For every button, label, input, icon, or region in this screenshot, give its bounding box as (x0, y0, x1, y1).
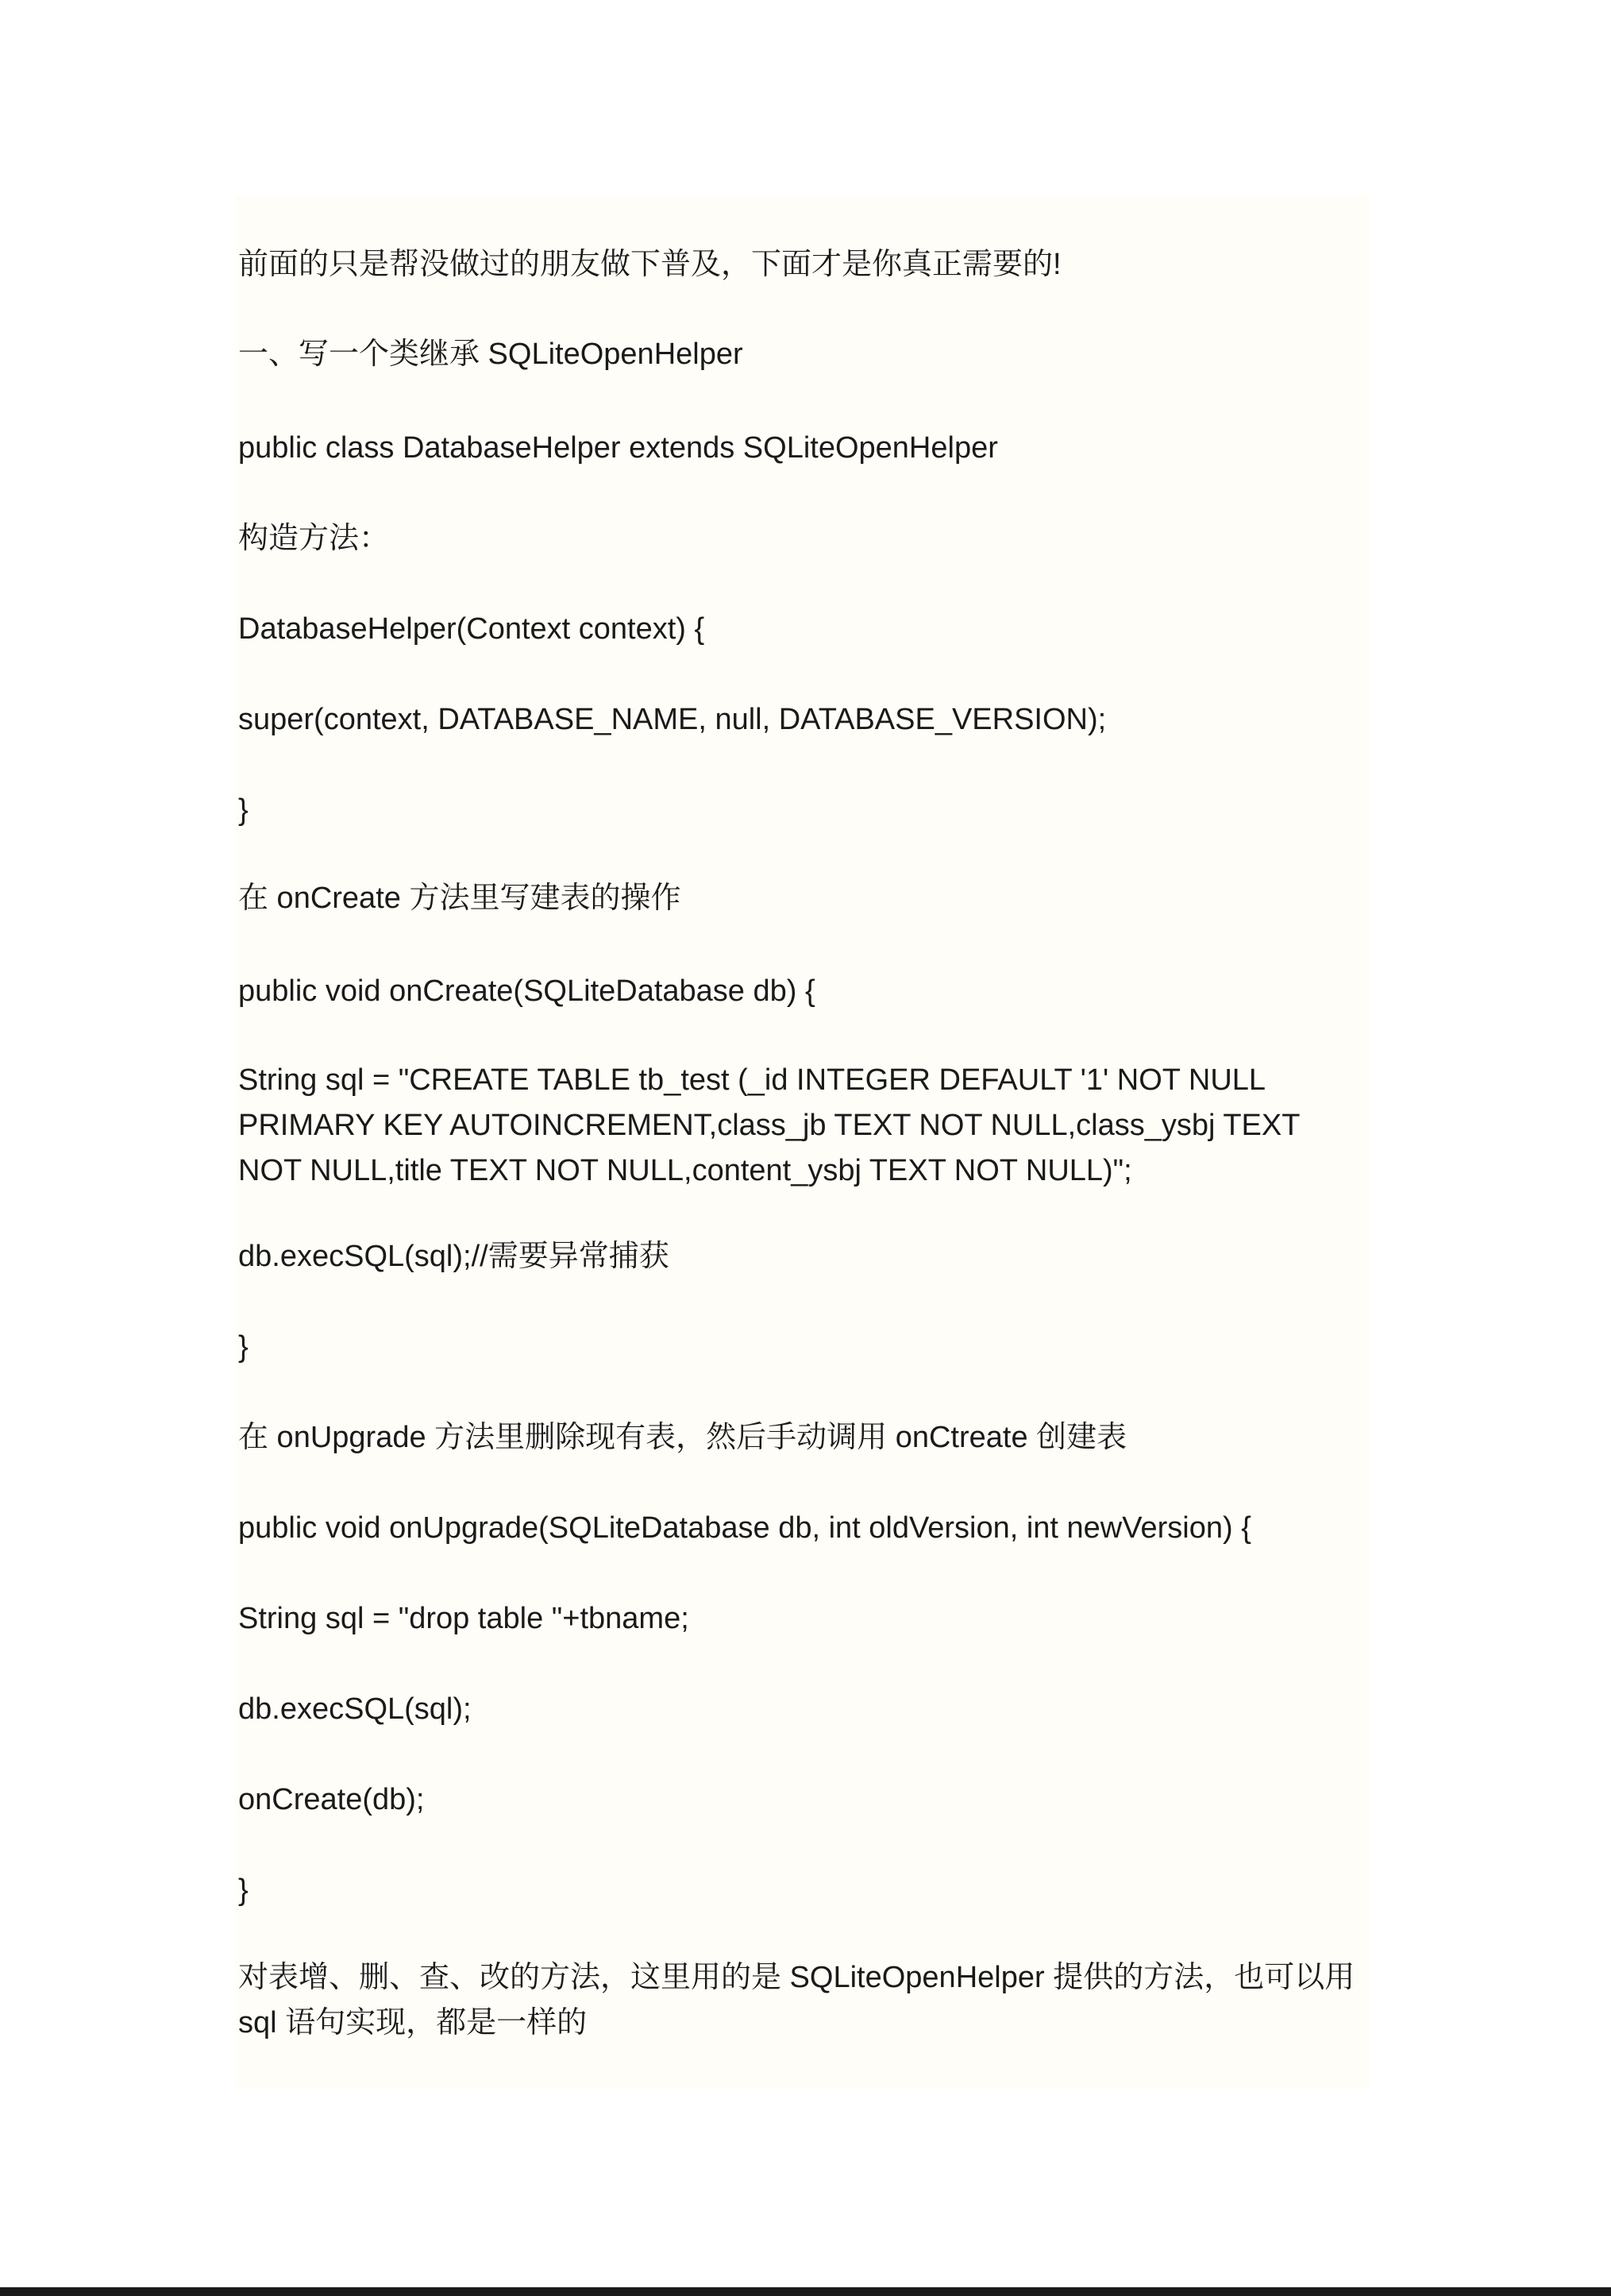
code-line: db.execSQL(sql);//需要异常捕获 (238, 1240, 669, 1273)
section-label: 构造方法： (238, 522, 390, 555)
bottom-rule (0, 2287, 1611, 2296)
code-line: onCreate(db); (238, 1783, 425, 1816)
step-heading: 一、写一个类继承 SQLiteOpenHelper (238, 338, 743, 371)
code-line: public void onUpgrade(SQLiteDatabase db, int oldVersion, int newVersion) { (238, 1511, 1251, 1545)
code-line: } (238, 1330, 249, 1364)
paragraph-text: 对表增、删、查、改的方法，这里用的是 SQLiteOpenHelper 提供的方法，也可以用 sql 语句实现，都是一样的 (238, 1961, 1355, 2039)
section-label: 在 onCreate 方法里写建表的操作 (238, 882, 681, 915)
intro-text: 前面的只是帮没做过的朋友做下普及，下面才是你真正需要的! (238, 248, 1062, 281)
code-line: public void onCreate(SQLiteDatabase db) { (238, 974, 815, 1008)
code-line: public class DatabaseHelper extends SQLiteOpenHelper (238, 431, 998, 465)
code-line: } (238, 793, 249, 827)
code-line: String sql = "drop table "+tbname; (238, 1602, 689, 1635)
code-line: super(context, DATABASE_NAME, null, DATABASE_VERSION); (238, 703, 1107, 736)
code-line: DatabaseHelper(Context context) { (238, 612, 705, 646)
section-label: 在 onUpgrade 方法里删除现有表，然后手动调用 onCtreate 创建表 (238, 1421, 1127, 1454)
code-line: db.execSQL(sql); (238, 1692, 472, 1726)
code-block: String sql = "CREATE TABLE tb_test (_id INTEGER DEFAULT '1' NOT NULL PRIMARY KEY AUTOINCREMENT,class_jb TEXT NOT NULL,class_ysbj TEXT NOT NULL,title TEXT NOT NULL,content_ysbj TEXT NOT NULL)"; (238, 1063, 1300, 1187)
code-line: } (238, 1873, 249, 1907)
